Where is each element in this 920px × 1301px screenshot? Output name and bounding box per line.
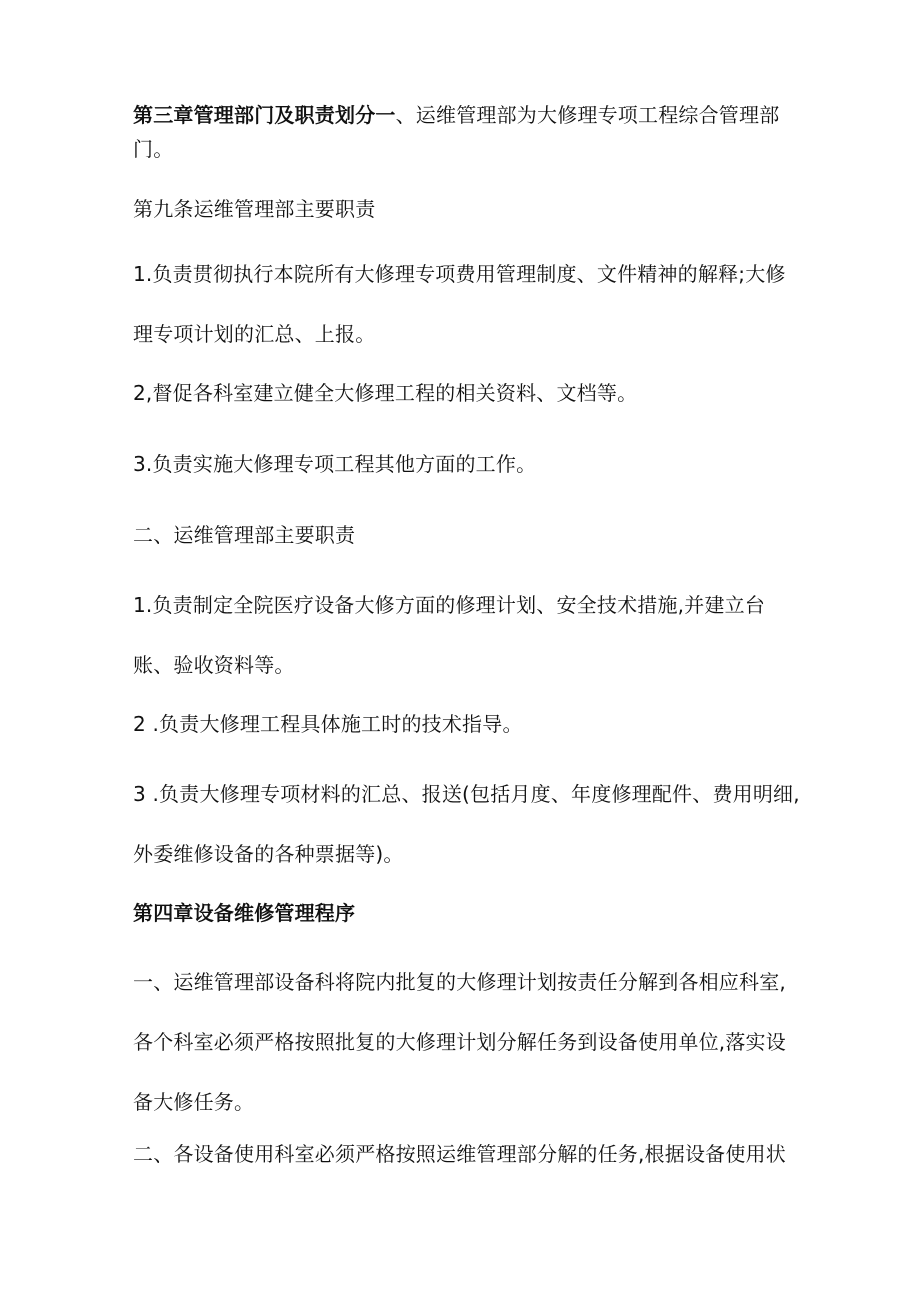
section-2-item-1: 1.负责制定全院医疗设备大修方面的修理计划、安全技术措施,并建立台账、验收资料等。 <box>133 593 766 677</box>
section-2-item-3: 3 .负责大修理专项材料的汇总、报送(包括月度、年度修理配件、费用明细,外委维修设备的各种票据等)。 <box>133 782 800 866</box>
chapter-3-title: 第三章管理部门及职责划分一 <box>133 103 396 127</box>
article-9-title: 第九条运维管理部主要职责 <box>133 197 376 221</box>
article-9-item-1: 1.负责贯彻执行本院所有大修理专项费用管理制度、文件精神的解释;大修理专项计划的汇总、上报。 <box>133 262 786 346</box>
chapter-4-title: 第四章设备维修管理程序 <box>133 901 356 925</box>
section-2-item-2: 2 .负责大修理工程具体施工时的技术指导。 <box>133 712 523 736</box>
chapter-4-item-1: 一、运维管理部设备科将院内批复的大修理计划按责任分解到各相应科室,各个科室必须严格按照批复的大修理计划分解任务到设备使用单位,落实设备大修任务。 <box>133 970 786 1114</box>
section-2-title: 二、运维管理部主要职责 <box>133 523 356 547</box>
article-9-item-3: 3.负责实施大修理专项工程其他方面的工作。 <box>133 452 537 476</box>
chapter-4-item-2: 二、各设备使用科室必须严格按照运维管理部分解的任务,根据设备使用状 <box>133 1142 786 1166</box>
article-9-item-2: 2,督促各科室建立健全大修理工程的相关资料、文档等。 <box>133 381 638 405</box>
chapter-3-heading-paragraph <box>133 98 803 166</box>
chapter-3-item-1-text: 、运维管理部为大修理专项工程综合管理部门。 <box>133 103 780 161</box>
